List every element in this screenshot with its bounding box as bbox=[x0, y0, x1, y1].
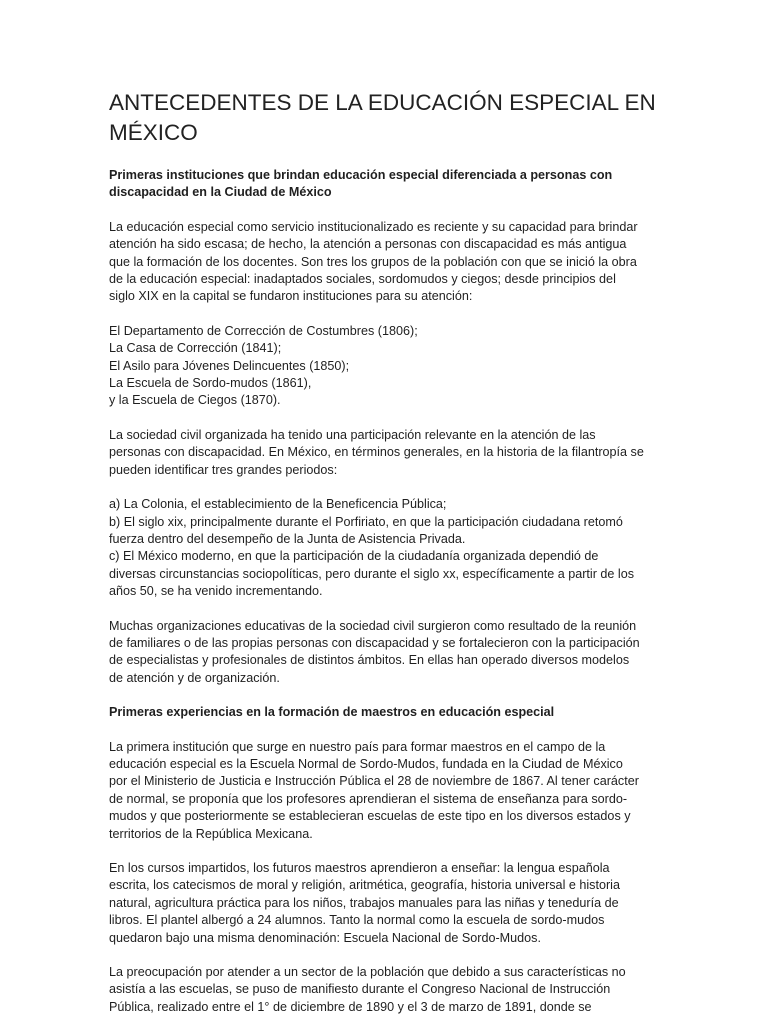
text-line: pueden identificar tres grandes periodos: bbox=[109, 462, 338, 477]
title-line: MÉXICO bbox=[109, 120, 198, 145]
text-line: asistía a las escuelas, se puso de manifiesto durante el Congreso Nacional de Instrucción bbox=[109, 982, 611, 997]
text-line: La primera institución que surge en nuestro país para formar maestros en el campo de la bbox=[109, 739, 606, 754]
heading-line: Primeras experiencias en la formación de maestros en educación especial bbox=[109, 705, 555, 720]
list-item: c) El México moderno, en que la participación de la ciudadanía organizada dependió de bbox=[109, 549, 599, 564]
text-line: libros. El plantel albergó a 24 alumnos. Tanto la normal como la escuela de sordo-mudos bbox=[109, 913, 605, 928]
text-line: de atención y de organización. bbox=[109, 670, 280, 685]
list-item: El Departamento de Corrección de Costumbres (1806); bbox=[109, 323, 418, 338]
text-line: Muchas organizaciones educativas de la sociedad civil surgieron como resultado de la reunión bbox=[109, 618, 637, 633]
text-line: de la educación especial: inadaptados sociales, sordomudos y ciegos; desde principios del bbox=[109, 272, 616, 287]
list-item: b) El siglo xix, principalmente durante el Porfiriato, en que la participación ciudadana retomó bbox=[109, 514, 623, 529]
text-line: siglo XIX en la capital se fundaron instituciones para su atención: bbox=[109, 289, 473, 304]
text-line: educación especial es la Escuela Normal de Sordo-Mudos, fundada en la Ciudad de México bbox=[109, 756, 623, 771]
text-line: En los cursos impartidos, los futuros maestros aprendieron a enseñar: la lengua española bbox=[109, 861, 610, 875]
list-item: diversas circunstancias sociopolíticas, pero durante el siglo xx, específicamente a partir de los bbox=[109, 566, 634, 581]
text-line: personas con discapacidad. En México, en términos generales, en la historia de la filantropía se bbox=[109, 445, 644, 460]
text-line: La sociedad civil organizada ha tenido una participación relevante en la atención de las bbox=[109, 427, 596, 442]
text-line: Pública, realizado entre el 1° de diciembre de 1890 y el 3 de marzo de 1891, donde se bbox=[109, 999, 592, 1014]
text-line: quedaron bajo una misma denominación: Escuela Nacional de Sordo-Mudos. bbox=[109, 930, 541, 945]
periods-list bbox=[109, 496, 669, 600]
text-line: La preocupación por atender a un sector de la población que debido a sus características no bbox=[109, 965, 626, 980]
text-line: escrita, los catecismos de moral y religión, aritmética, geografía, historia universal e historia bbox=[109, 878, 620, 893]
list-item: La Casa de Corrección (1841); bbox=[109, 341, 282, 356]
text-line: de normal, se proponía que los profesores aprendieran el sistema de enseñanza para sordo- bbox=[109, 791, 628, 806]
text-line: de familiares o de las propias personas con discapacidad y se fortalecieron con la participación bbox=[109, 635, 640, 650]
paragraph-congreso bbox=[109, 964, 669, 1016]
page-title bbox=[109, 88, 669, 148]
text-line: La educación especial como servicio institucionalizado es reciente y su capacidad para brindar bbox=[109, 219, 638, 234]
text-line: de especialistas y profesionales de distintos ámbitos. En ellas han operado diversos modelos bbox=[109, 653, 630, 668]
text-line: que la formación de los docentes. Son tres los grupos de la población con que se inició la obra bbox=[109, 254, 637, 269]
text-line: natural, agricultura práctica para los niños, trabajos manuales para las niñas y teneduría de bbox=[109, 895, 619, 910]
section-heading-maestros bbox=[109, 704, 669, 721]
heading-line: discapacidad en la Ciudad de México bbox=[109, 185, 332, 200]
section-heading-instituciones bbox=[109, 167, 669, 202]
paragraph-sociedad-civil bbox=[109, 427, 669, 479]
text-line: mudos y que posteriormente se establecieran escuelas de este tipo en los diversos estados y bbox=[109, 809, 631, 824]
institutions-list bbox=[109, 323, 669, 410]
paragraph-organizaciones bbox=[109, 618, 669, 688]
list-item: a) La Colonia, el establecimiento de la Beneficencia Pública; bbox=[109, 497, 447, 512]
list-item: El Asilo para Jóvenes Delincuentes (1850); bbox=[109, 358, 350, 373]
paragraph-cursos bbox=[109, 860, 669, 947]
list-item: La Escuela de Sordo-mudos (1861), bbox=[109, 376, 312, 391]
paragraph-intro bbox=[109, 219, 669, 306]
paragraph-escuela-normal bbox=[109, 739, 669, 843]
list-item: años 50, se ha venido incrementando. bbox=[109, 584, 323, 599]
text-line: por el Ministerio de Justicia e Instrucción Pública el 28 de noviembre de 1867. Al tener carácter bbox=[109, 774, 639, 789]
list-item: y la Escuela de Ciegos (1870). bbox=[109, 393, 281, 408]
heading-line: Primeras instituciones que brindan educación especial diferenciada a personas con bbox=[109, 168, 613, 182]
text-line: territorios de la República Mexicana. bbox=[109, 826, 313, 841]
text-line: atención ha sido escasa; de hecho, la atención a personas con discapacidad es más antigua bbox=[109, 237, 627, 252]
title-line: ANTECEDENTES DE LA EDUCACIÓN ESPECIAL EN bbox=[109, 90, 656, 115]
document-page bbox=[109, 88, 669, 1033]
list-item: fuerza dentro del desempeño de la Junta de Asistencia Privada. bbox=[109, 531, 466, 546]
